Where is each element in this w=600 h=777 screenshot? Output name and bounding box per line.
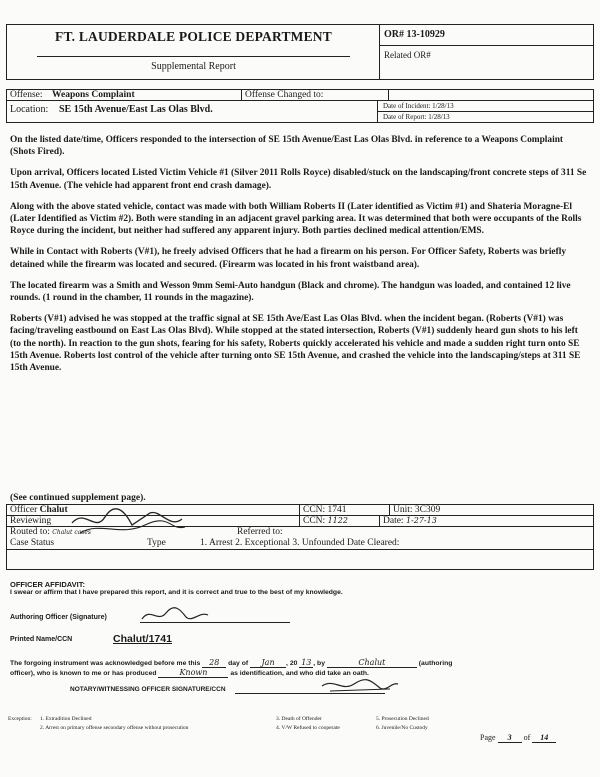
location-label: Location: (10, 104, 49, 115)
review-date: Date: 1-27-13 (379, 516, 593, 527)
exception-2: 2. Arrest on primary offense secondary offense without prosecution (40, 725, 189, 731)
ccn-reviewing-hw: 1122 (327, 516, 348, 525)
authoring-label: Authoring Officer (Signature) (10, 614, 107, 621)
referred-label: Referred to: (237, 527, 283, 537)
exception-3: 3. Death of Offender (276, 716, 322, 722)
date-of-report: Date of Report: 1/28/13 (377, 112, 593, 123)
forgoing-line-1: The forgoing instrument was acknowledged before me this 28 day of Jan , 20 13 , by Chalut (authoring (10, 658, 453, 667)
officer-label: Officer Chalut (10, 505, 68, 515)
forgoing-line-2: officer), who is known to me or has produced Known as identification, and who did take an oath. (10, 668, 369, 677)
department-name: FT. LAUDERDALE POLICE DEPARTMENT (55, 29, 332, 44)
narrative-paragraph: On the listed date/time, Officers responded to the intersection of SE 15th Avenue/East Las Olas Blvd. in reference to a Weapons Complaint (Shots Fired). (10, 135, 564, 158)
affidavit-text: I swear or affirm that I have prepared this report, and it is correct and true to the best of my knowledge. (10, 589, 343, 596)
report-type: Supplemental Report (151, 61, 236, 72)
affidavit-heading: OFFICER AFFIDAVIT: (10, 580, 85, 589)
ccn-officer: CCN: 1741 (299, 505, 389, 516)
page-total: 14 (532, 733, 556, 743)
offense-changed: Offense Changed to: (241, 89, 389, 101)
routed-hw: Chalut cases (52, 529, 92, 536)
exception-6: 6. Juvenile/No Custody (376, 725, 428, 731)
type-label: Type (147, 538, 166, 548)
narrative-paragraph: While in Contact with Roberts (V#1), he freely advised Officers that he had a firearm on his person. For Officer Safety, Roberts was briefly detained while the firearm was located and secured. (Firearm was located in his front waistband area). (10, 247, 567, 270)
exception-1: 1. Extradition Declined (40, 716, 92, 722)
ccn-reviewing: CCN: 1122 (299, 516, 379, 527)
exception-4: 4. V/W Refused to cooperate (276, 725, 340, 731)
offense-block (6, 89, 594, 123)
related-or: Related OR# (384, 50, 431, 60)
authoring-signature-line (140, 622, 290, 623)
year-hw: 13 (301, 658, 312, 667)
continued-note: (See continued supplement page). (10, 493, 146, 503)
offense-row (7, 90, 593, 101)
review-date-hw: 1-27-13 (405, 516, 437, 525)
type-options: 1. Arrest 2. Exceptional 3. Unfounded Date Cleared: (200, 538, 400, 548)
unit-number: Unit: 3C309 (389, 505, 593, 516)
date-of-incident: Date of Incident: 1/28/13 (377, 101, 593, 112)
printed-name-value: Chalut/1741 (113, 633, 172, 645)
printed-name-label: Printed Name/CCN (10, 636, 73, 643)
notary-signature-line (235, 693, 385, 694)
notary-label: NOTARY/WITNESSING OFFICER SIGNATURE/CCN (70, 686, 226, 693)
header-title-area (7, 25, 380, 79)
offense-value: Weapons Complaint (52, 90, 135, 100)
report-header (6, 24, 594, 80)
narrative-paragraph: Roberts (V#1) advised he was stopped at the traffic signal at SE 15th Ave/East Las Olas Blvd. when the incident began. (Roberts (V#1) was facing/traveling eastbound on East Las Olas Blvd). While stopped at the stated intersection, Roberts (V#1) suddenly heard gun shots to his left (to the north). In reaction to the gun shots, fearing for his safety, Roberts quickly accelerated his vehicle and made a sudden right turn onto SE 15th Avenue. Roberts lost control of the vehicle after turning onto SE 15th Avenue, and crashed the vehicle into the landscaping/steps at 311 SE 15th Avenue. (10, 314, 581, 374)
narrative-paragraph: The located firearm was a Smith and Wesson 9mm Semi-Auto handgun (Black and chrome). The handgun was loaded, and contained 12 live rounds. (1 round in the chamber, 11 rounds in the magazine). (10, 280, 571, 304)
page-current: 3 (498, 733, 522, 743)
routed-label: Routed to: Chalut cases (10, 527, 92, 537)
officer-name: Chalut (39, 505, 68, 515)
day-hw: 28 (202, 658, 226, 668)
exception-5: 5. Prosecution Declined (376, 716, 429, 722)
location-value: SE 15th Avenue/East Las Olas Blvd. (59, 104, 213, 115)
by-hw: Chalut (327, 658, 417, 668)
produced-hw: Known (158, 668, 228, 678)
title-divider (37, 56, 350, 57)
offense-label: Offense: (10, 90, 43, 100)
narrative-paragraph: Along with the above stated vehicle, contact was made with both William Roberts II (Later identified as Victim #1) and Shateria Moragne-El (Later Identified as Victim #2). Both were standing in an adjacent gravel parking area. It was determined that both were occupants of the Rolls Royce during the incident, but neither had suffered any apparent injury. Both parties declined medical attention/EMS. (10, 201, 582, 237)
notary-signature-icon (320, 676, 400, 694)
reviewing-label: Reviewing (10, 516, 52, 526)
page-number: Page 3 of 14 (480, 733, 556, 743)
table-divider (7, 549, 593, 550)
officer-signature-icon (70, 503, 190, 543)
narrative (10, 134, 590, 383)
narrative-paragraph: Upon arrival, Officers located Listed Victim Vehicle #1 (Silver 2011 Rolls Royce) disabled/stuck on the landscaping/front concrete steps of 311 Se 15th Avenue. (The vehicle had apparent front end crash damage). (10, 168, 587, 191)
month-hw: Jan (250, 658, 286, 668)
case-status-label: Case Status (10, 538, 55, 548)
or-number: OR# 13-10929 (380, 25, 593, 46)
exception-label: Exception: (8, 716, 32, 722)
